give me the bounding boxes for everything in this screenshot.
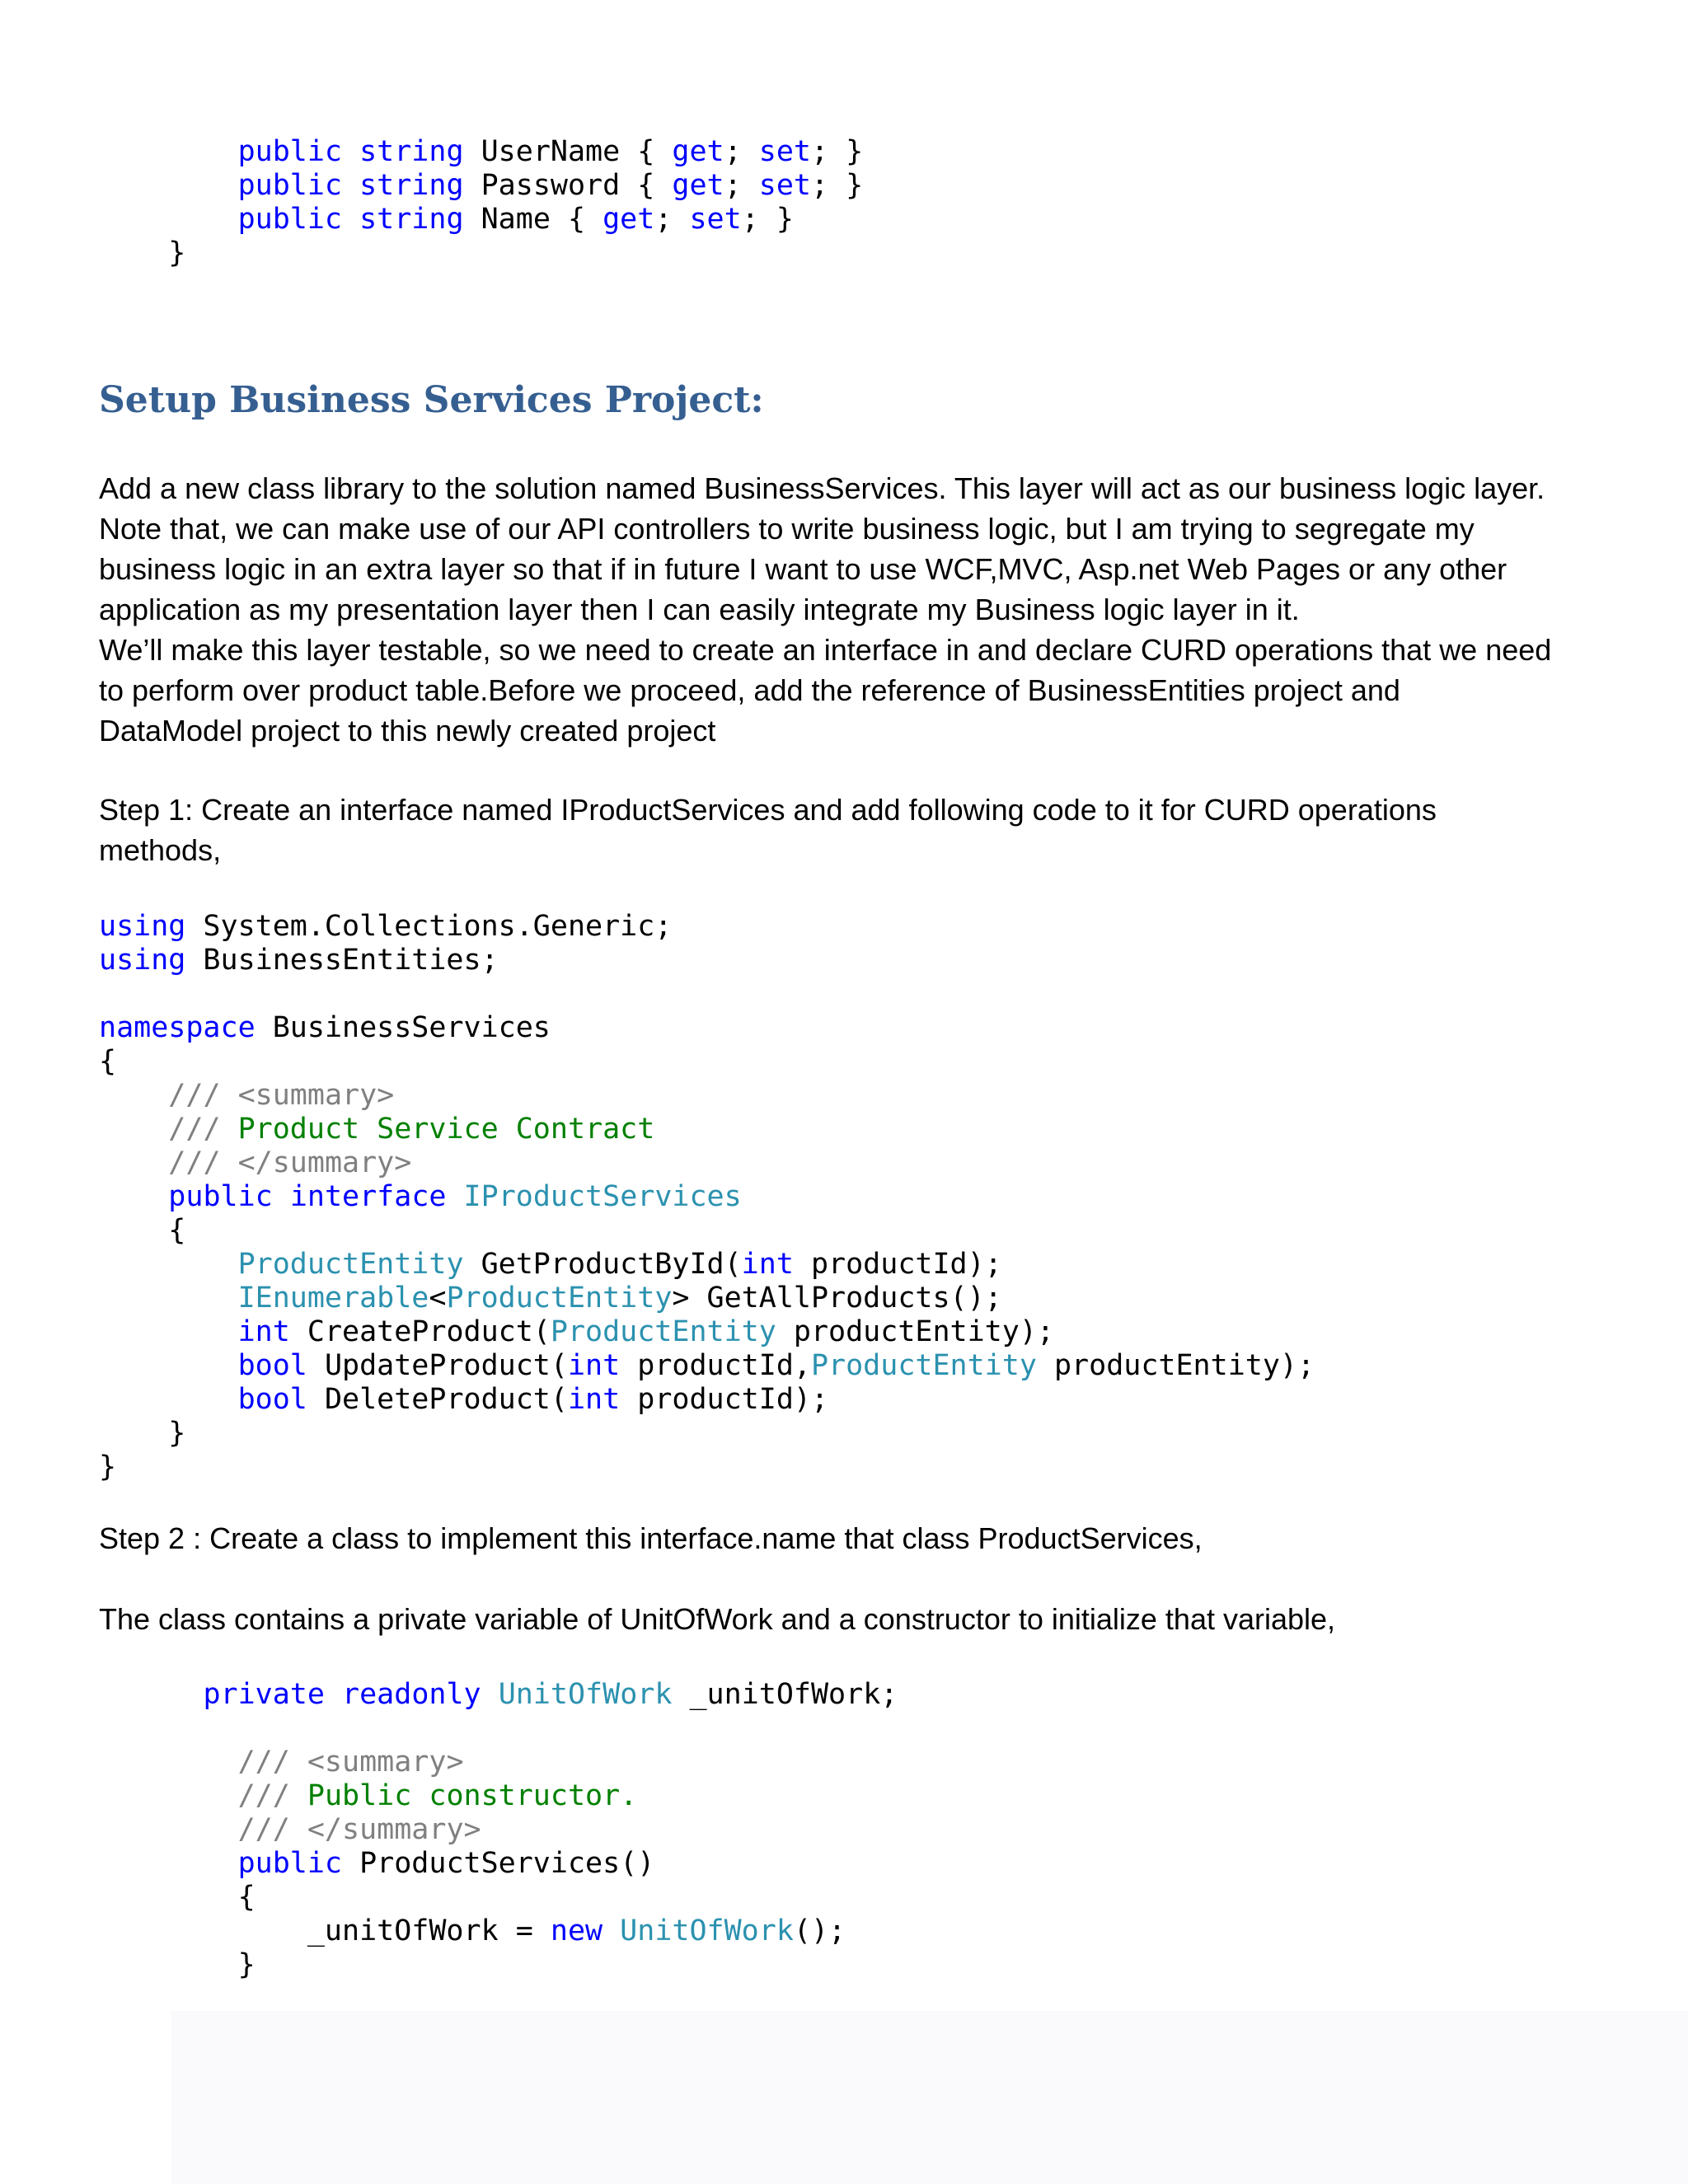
text-line: business logic in an extra layer so that if in future I want to use WCF,MVC, Asp.net Web Pages or any other bbox=[99, 552, 1507, 586]
intro-paragraph bbox=[99, 468, 1551, 751]
code-token: get bbox=[672, 169, 724, 202]
code-token: ; } bbox=[811, 169, 864, 202]
code-token: set bbox=[689, 203, 742, 236]
code-line bbox=[99, 1915, 846, 1948]
text-line: DataModel project to this newly created project bbox=[99, 714, 716, 748]
code-token: public bbox=[237, 203, 343, 236]
page-shading bbox=[171, 2011, 1688, 2184]
code-block-user-properties bbox=[99, 135, 863, 270]
code-line bbox=[99, 1813, 846, 1847]
code-token: GetProductById( bbox=[463, 1248, 742, 1281]
code-token: } bbox=[99, 1417, 186, 1450]
code-token: string bbox=[359, 203, 464, 236]
code-token: using bbox=[99, 944, 186, 977]
code-token bbox=[99, 1813, 238, 1846]
code-token: BusinessEntities; bbox=[185, 944, 499, 977]
code-token: int bbox=[237, 1315, 290, 1348]
code-token bbox=[273, 1180, 290, 1213]
code-line bbox=[99, 1282, 1315, 1315]
code-line bbox=[99, 1248, 1315, 1282]
code-token: string bbox=[359, 135, 464, 168]
code-token: get bbox=[603, 203, 655, 236]
code-token: /// <summary> bbox=[168, 1079, 395, 1112]
class-description-text: The class contains a private variable of UnitOfWork and a constructor to initialize that variable, bbox=[99, 1602, 1336, 1636]
code-token: public bbox=[237, 1847, 343, 1880]
code-token: public bbox=[168, 1180, 273, 1213]
code-block-constructor bbox=[99, 1746, 846, 1982]
code-token bbox=[99, 1678, 203, 1711]
code-token: private bbox=[203, 1678, 325, 1711]
code-token: ; bbox=[724, 135, 759, 168]
code-token: set bbox=[758, 135, 811, 168]
class-description-paragraph bbox=[99, 1599, 1335, 1639]
code-line bbox=[99, 977, 1315, 1011]
code-token: System.Collections.Generic; bbox=[185, 910, 673, 943]
code-token: { bbox=[99, 1214, 186, 1247]
code-token: /// <summary> bbox=[237, 1746, 464, 1779]
code-token bbox=[99, 1383, 238, 1416]
code-token: get bbox=[672, 135, 724, 168]
text-line: Add a new class library to the solution named BusinessServices. This layer will act as our business logic layer. bbox=[99, 471, 1545, 505]
code-token: } bbox=[99, 1451, 117, 1483]
code-token: /// bbox=[237, 1779, 290, 1812]
code-block-interface bbox=[99, 910, 1315, 1484]
code-line bbox=[99, 1113, 1315, 1146]
code-token: productEntity); bbox=[1036, 1349, 1315, 1382]
code-token bbox=[342, 203, 359, 236]
code-line bbox=[99, 203, 863, 237]
code-token: ProductEntity bbox=[237, 1248, 464, 1281]
code-token: productId); bbox=[793, 1248, 1002, 1281]
code-token: new bbox=[550, 1915, 603, 1947]
code-token bbox=[99, 1779, 238, 1812]
step2-paragraph bbox=[99, 1518, 1203, 1558]
code-line bbox=[99, 1417, 1315, 1451]
code-token: _unitOfWork; bbox=[672, 1678, 898, 1711]
code-line bbox=[99, 1180, 1315, 1214]
code-token bbox=[99, 1315, 238, 1348]
code-token: > GetAllProducts(); bbox=[672, 1282, 1002, 1315]
code-token: bool bbox=[237, 1349, 307, 1382]
code-token: interface bbox=[289, 1180, 447, 1213]
text-line: to perform over product table.Before we proceed, add the reference of BusinessEntities project and bbox=[99, 673, 1400, 707]
text-line: We’ll make this layer testable, so we need to create an interface in and declare CURD operations that we need bbox=[99, 633, 1552, 667]
code-block-private-field bbox=[99, 1678, 898, 1712]
code-token: CreateProduct( bbox=[289, 1315, 551, 1348]
code-line bbox=[99, 1746, 846, 1779]
code-token: ; } bbox=[741, 203, 794, 236]
text-line: methods, bbox=[99, 833, 222, 867]
code-line bbox=[99, 1146, 1315, 1180]
code-token: (); bbox=[793, 1915, 846, 1947]
text-line: Note that, we can make use of our API controllers to write business logic, but I am trying to segregate my bbox=[99, 512, 1475, 546]
code-token: public bbox=[237, 169, 343, 202]
code-token bbox=[99, 1847, 238, 1880]
code-token: ProductServices() bbox=[342, 1847, 655, 1880]
code-token: productId); bbox=[620, 1383, 829, 1416]
code-line bbox=[99, 1011, 1315, 1045]
code-line bbox=[99, 910, 1315, 944]
code-token: productId, bbox=[620, 1349, 811, 1382]
code-line bbox=[99, 1451, 1315, 1484]
text-line: Step 1: Create an interface named IProductServices and add following code to it for CURD operations bbox=[99, 793, 1437, 827]
code-token: < bbox=[429, 1282, 447, 1315]
code-token bbox=[446, 1180, 463, 1213]
code-line bbox=[99, 1315, 1315, 1349]
code-line bbox=[99, 1678, 898, 1712]
code-token: { bbox=[99, 1045, 117, 1078]
code-token: IProductServices bbox=[463, 1180, 742, 1213]
code-line bbox=[99, 1881, 846, 1915]
code-token bbox=[99, 1282, 238, 1315]
code-line bbox=[99, 237, 863, 270]
code-line bbox=[99, 1847, 846, 1881]
code-token: ; bbox=[724, 169, 759, 202]
code-token bbox=[99, 1079, 168, 1112]
code-token bbox=[99, 1349, 238, 1382]
code-token: _unitOfWork = bbox=[99, 1915, 551, 1947]
code-token bbox=[99, 135, 238, 168]
code-token: /// </summary> bbox=[237, 1813, 481, 1846]
code-token bbox=[325, 1678, 342, 1711]
code-token: int bbox=[741, 1248, 794, 1281]
code-token bbox=[99, 1146, 168, 1179]
code-token: productEntity); bbox=[776, 1315, 1054, 1348]
step1-paragraph bbox=[99, 790, 1437, 870]
code-token: UpdateProduct( bbox=[307, 1349, 568, 1382]
code-token: int bbox=[567, 1349, 621, 1382]
code-token: Product Service Contract bbox=[220, 1113, 655, 1146]
code-token: /// bbox=[168, 1113, 221, 1146]
code-line bbox=[99, 1948, 846, 1982]
code-token: Name { bbox=[463, 203, 603, 236]
code-token bbox=[342, 169, 359, 202]
code-token: using bbox=[99, 910, 186, 943]
code-line bbox=[99, 1045, 1315, 1079]
code-token: UnitOfWork bbox=[498, 1678, 673, 1711]
code-token bbox=[603, 1915, 620, 1947]
code-token: UserName { bbox=[463, 135, 673, 168]
code-line bbox=[99, 169, 863, 203]
step2-text: Step 2 : Create a class to implement this interface.name that class ProductServices, bbox=[99, 1521, 1203, 1555]
code-token: Password { bbox=[463, 169, 673, 202]
code-token: set bbox=[758, 169, 811, 202]
code-token: readonly bbox=[342, 1678, 481, 1711]
code-line bbox=[99, 1349, 1315, 1383]
code-token: string bbox=[359, 169, 464, 202]
code-token: ProductEntity bbox=[446, 1282, 673, 1315]
code-line bbox=[99, 1383, 1315, 1417]
code-token: Public constructor. bbox=[289, 1779, 638, 1812]
code-token: namespace bbox=[99, 1011, 256, 1044]
code-token bbox=[99, 203, 238, 236]
code-token bbox=[99, 1113, 168, 1146]
code-token: BusinessServices bbox=[255, 1011, 551, 1044]
code-line bbox=[99, 135, 863, 169]
code-line bbox=[99, 1079, 1315, 1113]
code-token: { bbox=[99, 1881, 256, 1914]
code-token bbox=[481, 1678, 499, 1711]
code-line bbox=[99, 944, 1315, 977]
code-token: DeleteProduct( bbox=[307, 1383, 568, 1416]
code-line bbox=[99, 1214, 1315, 1248]
code-token: public bbox=[237, 135, 343, 168]
code-token: int bbox=[567, 1383, 621, 1416]
code-token: UnitOfWork bbox=[620, 1915, 794, 1947]
code-token: bool bbox=[237, 1383, 307, 1416]
code-token bbox=[99, 1180, 168, 1213]
code-token: IEnumerable bbox=[237, 1282, 429, 1315]
code-token: /// </summary> bbox=[168, 1146, 412, 1179]
code-token: } bbox=[99, 237, 186, 269]
code-token: ProductEntity bbox=[550, 1315, 776, 1348]
code-token bbox=[342, 135, 359, 168]
code-token: ProductEntity bbox=[810, 1349, 1037, 1382]
section-heading: Setup Business Services Project: bbox=[99, 379, 764, 421]
code-token: ; } bbox=[811, 135, 864, 168]
code-token bbox=[99, 1248, 238, 1281]
code-line bbox=[99, 1779, 846, 1813]
code-token bbox=[99, 169, 238, 202]
code-token: } bbox=[99, 1948, 256, 1981]
code-token: ; bbox=[654, 203, 690, 236]
code-token bbox=[99, 1746, 238, 1779]
text-line: application as my presentation layer then I can easily integrate my Business logic layer in it. bbox=[99, 593, 1300, 626]
